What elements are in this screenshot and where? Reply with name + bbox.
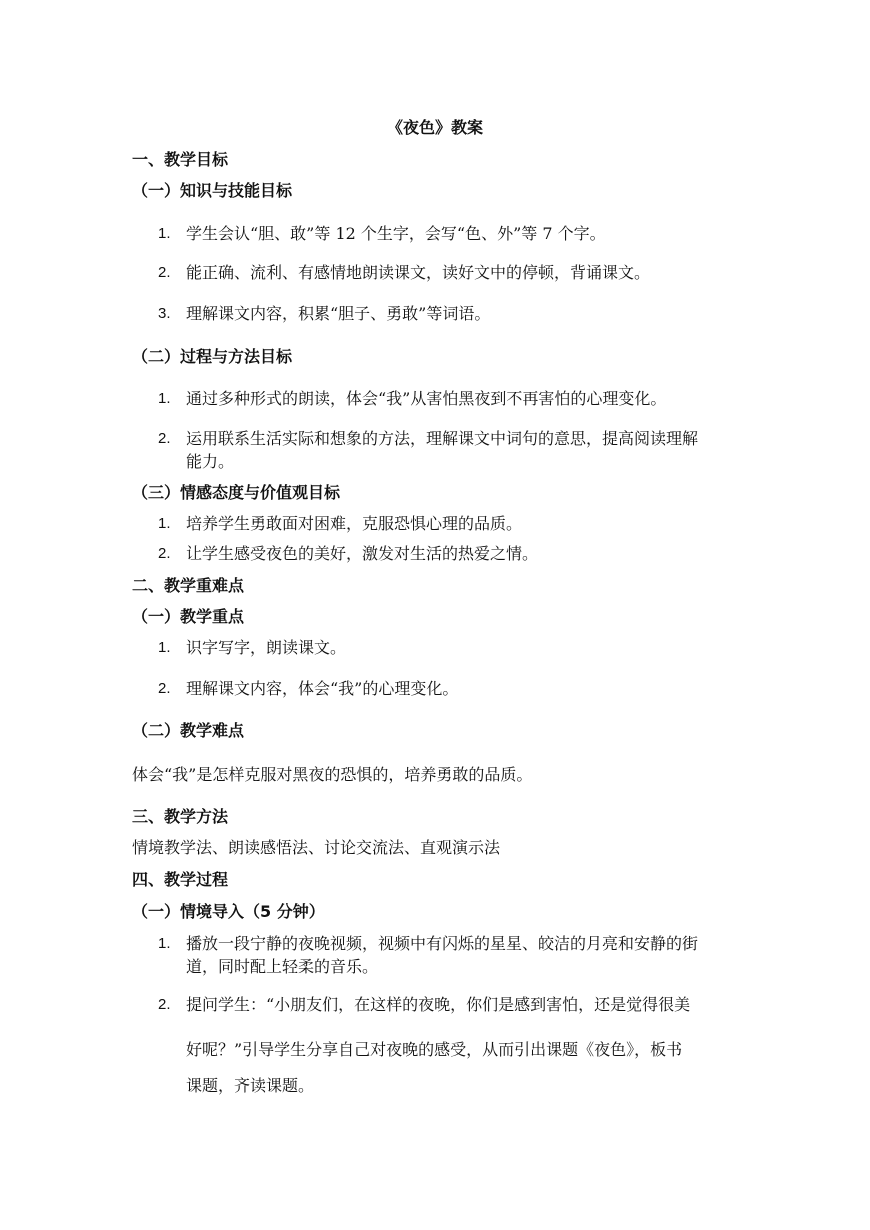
list-number: 2. — [158, 430, 171, 447]
list-item: 学生会认“胆、敢”等 12 个生字，会写“色、外”等 7 个字。 — [186, 224, 606, 243]
section-4-sub-1-heading: （一）情境导入（5 分钟） — [132, 902, 325, 921]
list-number: 1. — [158, 225, 171, 242]
section-2-sub-2-heading: （二）教学难点 — [132, 721, 245, 740]
document-title: 《夜色》教案 — [386, 118, 483, 137]
section-4-heading: 四、教学过程 — [132, 870, 229, 889]
section-3-heading: 三、教学方法 — [132, 807, 229, 826]
list-item: 让学生感受夜色的美好，激发对生活的热爱之情。 — [186, 544, 539, 563]
methods-text: 情境教学法、朗读感悟法、讨论交流法、直观演示法 — [132, 838, 501, 857]
list-item: 通过多种形式的朗读，体会“我”从害怕黑夜到不再害怕的心理变化。 — [186, 389, 667, 408]
section-2-sub-1-heading: （一）教学重点 — [132, 607, 245, 626]
section-1-sub-2-heading: （二）过程与方法目标 — [132, 347, 293, 366]
list-number: 2. — [158, 545, 171, 562]
list-item: 提问学生：“小朋友们，在这样的夜晚，你们是感到害怕，还是觉得很美 — [186, 995, 691, 1014]
list-item: 播放一段宁静的夜晚视频，视频中有闪烁的星星、皎洁的月亮和安静的街 — [186, 934, 699, 953]
list-number: 2. — [158, 996, 171, 1013]
list-number: 1. — [158, 390, 171, 407]
section-1-sub-1-heading: （一）知识与技能目标 — [132, 181, 293, 200]
section-1-sub-3-heading: （三）情感态度与价值观目标 — [132, 483, 341, 502]
list-number: 1. — [158, 639, 171, 656]
list-item: 能正确、流利、有感情地朗读课文，读好文中的停顿，背诵课文。 — [186, 263, 651, 282]
list-item-continuation: 课题，齐读课题。 — [186, 1076, 315, 1095]
list-number: 3. — [158, 305, 171, 322]
list-item: 运用联系生活实际和想象的方法，理解课文中词句的意思，提高阅读理解 — [186, 429, 699, 448]
list-number: 1. — [158, 935, 171, 952]
list-item-continuation: 能力。 — [186, 452, 235, 471]
section-1-heading: 一、教学目标 — [132, 150, 229, 169]
list-number: 1. — [158, 515, 171, 532]
list-item-continuation: 道，同时配上轻柔的音乐。 — [186, 957, 379, 976]
list-number: 2. — [158, 680, 171, 697]
list-item: 理解课文内容，体会“我”的心理变化。 — [186, 679, 459, 698]
list-item: 识字写字，朗读课文。 — [186, 638, 347, 657]
difficulty-text: 体会“我”是怎样克服对黑夜的恐惧的，培养勇敢的品质。 — [132, 765, 533, 784]
list-number: 2. — [158, 264, 171, 281]
section-2-heading: 二、教学重难点 — [132, 576, 245, 595]
list-item-continuation: 好呢？”引导学生分享自己对夜晚的感受，从而引出课题《夜色》，板书 — [186, 1040, 683, 1059]
list-item: 培养学生勇敢面对困难，克服恐惧心理的品质。 — [186, 514, 523, 533]
list-item: 理解课文内容，积累“胆子、勇敢”等词语。 — [186, 304, 491, 323]
